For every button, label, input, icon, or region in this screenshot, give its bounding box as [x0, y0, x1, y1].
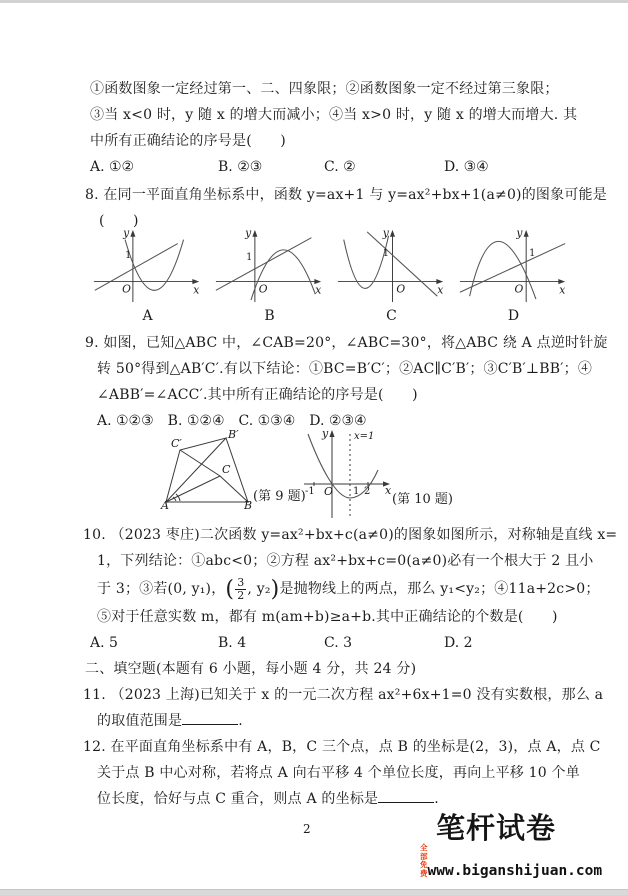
graph-d-plot [456, 226, 571, 304]
axis-x-label: x [437, 283, 444, 297]
graph-d-letter: D [507, 308, 520, 324]
q9-line-3: ∠ABB′=∠ACC′.其中所有正确结论的序号是( ) [97, 387, 418, 403]
q11-line-2-period: . [238, 713, 243, 729]
q7-options [90, 154, 489, 180]
axis-y-label: y [123, 226, 130, 240]
q8-graph-row [90, 226, 571, 324]
graph-b-letter: B [264, 308, 275, 324]
q7-line-1: ①函数图象一定经过第一、二、四象限；②函数图象一定不经过第三象限； [90, 81, 559, 97]
symmetry-axis-label: x=1 [354, 431, 375, 442]
origin-label: O [514, 282, 524, 296]
q10-frac-rest: , y₂ [247, 581, 271, 597]
axis-x-label: x [193, 283, 200, 297]
q7-line-2: ③当 x<0 时，y 随 x 的增大而减小；④当 x>0 时，y 随 x 的增大而增大. 其 [90, 107, 578, 123]
fraction-open-paren: ( [225, 577, 235, 602]
q9-option-a: A. ①②③ [97, 413, 154, 429]
q10-line-1-text: （2023 枣庄)二次函数 y=ax²+bx+c(a≠0)的图象如图所示，对称轴是直线 x= [110, 527, 618, 543]
q12-line-3-text: 位长度，恰好与点 C 重合，则点 A 的坐标是 [97, 791, 379, 807]
tick-1-label: 1 [353, 486, 360, 497]
axis-x-label: x [559, 283, 566, 297]
point-c-prime-label: C′ [171, 437, 182, 450]
q9-number: 9. [85, 335, 99, 351]
q10-line-2: 1，下列结论：①abc<0；②方程 ax²+bx+c=0(a≠0)必有一个根大于 2 且小 [97, 553, 594, 569]
q8-number: 8. [85, 187, 99, 203]
intercept-1-label: 1 [125, 250, 132, 262]
page-bottom-edge [0, 889, 628, 895]
q9-option-c: C. ①③④ [238, 413, 296, 429]
origin-label: O [258, 282, 268, 296]
page-number: 2 [303, 822, 311, 836]
q8-stem-text: 在同一平面直角坐标系中，函数 y=ax+1 与 y=ax²+bx+1(a≠0)的图象可能是 [103, 187, 607, 203]
logo-url-link[interactable]: www.biganshijuan.com [427, 862, 603, 879]
q10-line-3b: 是抛物线上的两点，那么 y₁<y₂；④11a+2c>0； [279, 581, 600, 597]
graph-b-plot [212, 226, 327, 304]
section-2-header: 二、填空题(本题有 6 小题，每小题 4 分，共 24 分) [85, 661, 417, 677]
q9-triangle-figure [160, 430, 255, 510]
q9-line-2: 转 50°得到△AB′C′.有以下结论：①BC=B′C′；②AC∥C′B′；③C′B′⊥BB′；④ [97, 361, 593, 377]
q11-line-2-text: 的取值范围是 [97, 713, 183, 729]
origin-label: O [122, 282, 131, 296]
logo-title: 笔杆试卷 [436, 811, 557, 845]
q7-option-a: A. ①② [90, 159, 135, 175]
q8-stem [85, 182, 607, 208]
q11-answer-blank [182, 709, 238, 725]
intercept-1-label: 1 [246, 252, 253, 264]
q12-line-3-period: . [434, 791, 439, 807]
q9-option-d: D. ②③④ [309, 413, 367, 429]
axis-y-label: y [516, 226, 523, 240]
fraction-three-halves [234, 577, 247, 601]
q9-line-1 [85, 330, 608, 356]
q12-line-3 [97, 786, 439, 812]
q10-line-4: ⑤对于任意实数 m，都有 m(am+b)≥a+b.其中正确结论的个数是( ) [97, 609, 558, 625]
axis-y-label: y [245, 226, 252, 240]
point-b-prime-label: B′ [228, 430, 239, 441]
q11-number: 11. [83, 687, 106, 703]
q12-line-1 [83, 734, 601, 760]
fraction-close-paren: ) [270, 577, 280, 602]
q9-option-b: B. ①②④ [167, 413, 225, 429]
tick-neg1-label: -1 [305, 486, 315, 497]
q9-figure-caption: (第 9 题) [253, 489, 306, 504]
q7-line-3: 中所有正确结论的序号是( ) [90, 133, 286, 149]
page-top-edge [0, 0, 628, 3]
point-c-label: C [222, 463, 231, 476]
q10-line-3 [97, 574, 600, 605]
graph-a-plot [90, 226, 205, 304]
q10-figure-caption: (第 10 题) [392, 492, 453, 507]
fraction-denominator: 2 [237, 589, 245, 602]
q12-answer-blank [378, 787, 434, 803]
q10-parabola-figure [300, 426, 395, 521]
q10-option-c: C. 3 [324, 635, 353, 651]
q10-options [90, 630, 473, 656]
q8-graph-b [212, 226, 327, 324]
graph-c-plot [334, 226, 449, 304]
point-b-label: B [244, 499, 253, 510]
q9-line-1-text: 如图，已知△ABC 中，∠CAB=20°，∠ABC=30°，将△ABC 绕 A 点逆时针旋 [103, 335, 608, 351]
q10-option-d: D. 2 [444, 635, 473, 651]
logo-url-row [420, 843, 603, 879]
q10-line-3a: 于 3；③若(0, y₁)， [97, 581, 226, 597]
q12-number: 12. [83, 739, 106, 755]
q12-line-2: 关于点 B 中心对称，若将点 A 向右平移 4 个单位长度，再向上平移 10 个单 [97, 765, 580, 781]
q12-line-1-text: 在平面直角坐标系中有 A，B，C 三个点，点 B 的坐标是(2，3)，点 A，点 C [110, 739, 601, 755]
q7-option-b: B. ②③ [218, 159, 263, 175]
axis-x-label: x [385, 484, 392, 497]
origin-label: O [324, 485, 334, 498]
q10-line-1 [83, 522, 617, 548]
q10-option-a: A. 5 [90, 635, 118, 651]
q10-option-b: B. 4 [218, 635, 247, 651]
graph-c-letter: C [386, 308, 397, 324]
graph-a-letter: A [142, 308, 153, 324]
q8-graph-c [334, 226, 449, 324]
q11-line-1-text: （2023 上海)已知关于 x 的一元二次方程 ax²+6x+1=0 没有实数根，那么 a [110, 687, 604, 703]
axis-x-label: x [315, 283, 322, 297]
point-a-label: A [161, 499, 169, 510]
tick-2-label: 2 [364, 486, 371, 497]
q11-line-1 [83, 682, 603, 708]
q11-line-2 [97, 708, 243, 734]
site-logo [420, 811, 603, 879]
q7-option-d: D. ③④ [444, 159, 489, 175]
axis-y-label: y [382, 226, 389, 240]
intercept-1-label: 1 [382, 248, 389, 260]
intercept-1-label: 1 [529, 248, 536, 260]
q7-option-c: C. ② [324, 159, 356, 175]
origin-label: O [396, 282, 406, 296]
q8-answer-paren: ( ) [99, 213, 139, 229]
q8-graph-a [90, 226, 205, 324]
q8-graph-d [456, 226, 571, 324]
axis-y-label: y [322, 427, 329, 440]
logo-free-badge: 全部免费 [420, 843, 428, 878]
q10-number: 10. [83, 527, 106, 543]
fraction-numerator: 3 [237, 576, 245, 590]
